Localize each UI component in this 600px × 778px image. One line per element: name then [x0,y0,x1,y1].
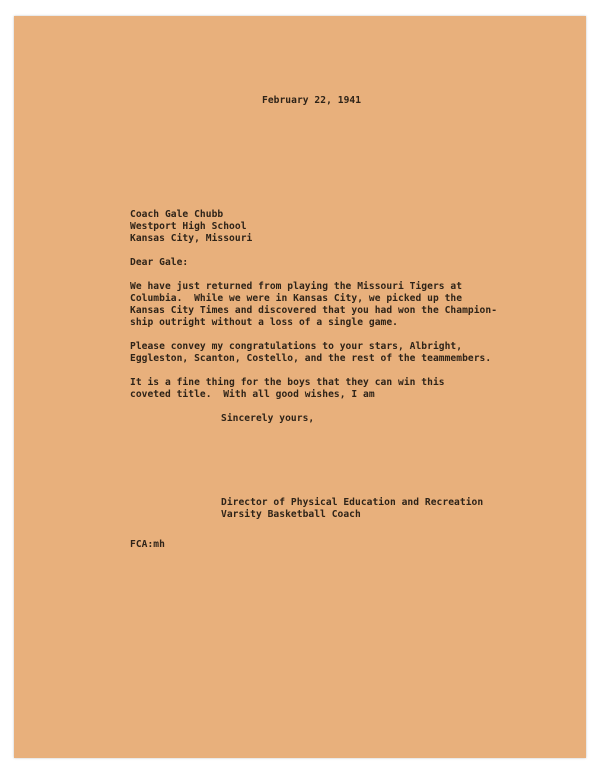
signature-title-line: Director of Physical Education and Recreation [221,497,484,508]
signature-title-line: Varsity Basketball Coach [221,509,361,520]
body-line: ship outright without a loss of a single game. [130,317,398,328]
recipient-school: Westport High School [130,221,247,232]
salutation: Dear Gale: [130,257,189,268]
body-line: Kansas City Times and discovered that you had won the Champion- [130,305,498,316]
body-line: Columbia. While we were in Kansas City, we picked up the [130,293,463,304]
recipient-city: Kansas City, Missouri [130,233,253,244]
recipient-name: Coach Gale Chubb [130,209,224,220]
closing: Sincerely yours, [221,413,315,424]
body-line: We have just returned from playing the Missouri Tigers at [130,281,463,292]
typist-initials: FCA:mh [130,539,165,550]
letter-date: February 22, 1941 [262,95,362,106]
body-line: coveted title. With all good wishes, I am [130,389,375,400]
body-line: Eggleston, Scanton, Costello, and the rest of the teammembers. [130,353,492,364]
body-line: Please convey my congratulations to your stars, Albright, [130,341,463,352]
body-line: It is a fine thing for the boys that they can win this [130,377,445,388]
